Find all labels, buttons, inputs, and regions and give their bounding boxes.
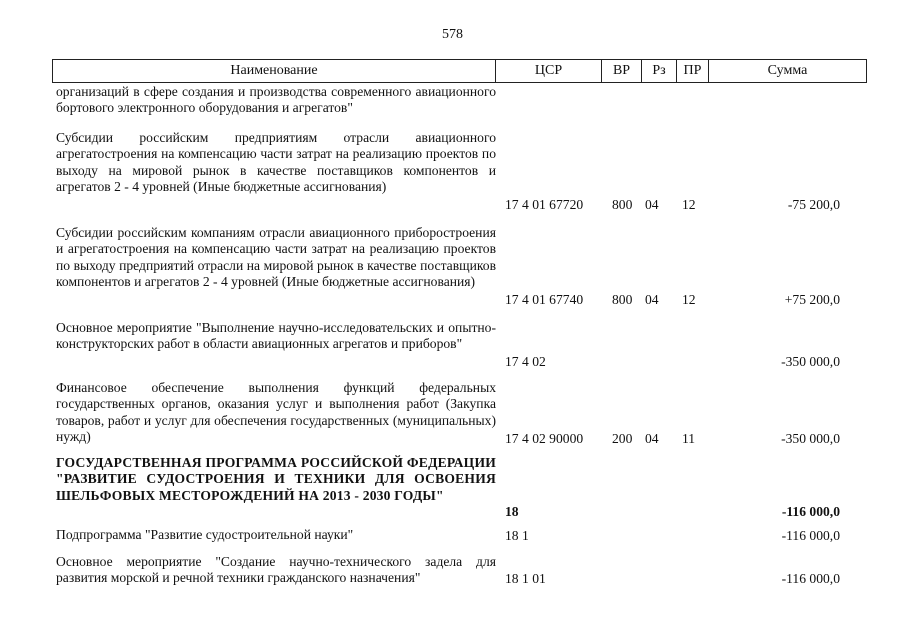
header-csr: ЦСР (496, 60, 602, 82)
row-sum: +75 200,0 (784, 291, 840, 307)
header-sum: Сумма (767, 63, 808, 78)
row-vr: 200 (612, 430, 633, 446)
row-rz: 04 (645, 430, 659, 446)
row-name: Субсидии российским компаниям отрасли авиационного приборостроения и агрегатостроения на компенсацию части затрат на реализацию проектов по выходу предприятий отрасли на мировой рынок в качестве поставщиков компонентов и агрегатов 2 - 4 уровней (Иные бюджетные ассигнования) (56, 225, 496, 290)
row-csr: 17 4 02 90000 (505, 430, 584, 446)
table-header (52, 59, 867, 83)
row-pr: 12 (682, 196, 696, 212)
table-row (52, 455, 867, 520)
row-name: Финансовое обеспечение выполнения функций федеральных государственных органов, оказания услуг и выполнения работ (Закупка товаров, работ и услуг для обеспечения государственных (муниципальных) нужд) (56, 380, 496, 445)
row-pr: 11 (682, 430, 696, 446)
row-sum: -350 000,0 (781, 353, 840, 369)
table-row (52, 380, 867, 447)
table-row (52, 527, 867, 544)
row-vr: 800 (612, 291, 633, 307)
table-row (52, 84, 867, 117)
row-name: Подпрограмма "Развитие судостроительной науки" (56, 527, 354, 542)
row-pr: 12 (682, 291, 696, 307)
row-rz: 04 (645, 291, 659, 307)
row-csr: 18 1 (505, 527, 529, 543)
row-sum: -350 000,0 (781, 430, 840, 446)
row-sum: -116 000,0 (781, 503, 840, 519)
row-csr: 17 4 02 (505, 353, 546, 369)
row-name: Основное мероприятие "Выполнение научно-исследовательских и опытно-конструкторских работ в области авиационных агрегатов и приборов" (56, 320, 496, 352)
row-csr: 18 1 01 (505, 570, 546, 586)
row-sum: -116 000,0 (781, 570, 840, 586)
header-pr: ПР (677, 60, 709, 82)
row-rz: 04 (645, 196, 659, 212)
row-name: Основное мероприятие "Создание научно-технического задела для развития морской и речной техники гражданского назначения" (56, 554, 496, 586)
table-row (52, 320, 867, 370)
row-csr: 17 4 01 67720 (505, 196, 584, 212)
header-rz: Рз (642, 60, 677, 82)
table-row (52, 554, 867, 587)
row-name: Субсидии российским предприятиям отрасли авиационного агрегатостроения на компенсацию части затрат на реализацию проектов по выходу на мировой рынок в качестве поставщиков компонентов и агрегатов 2 - 4 уровней (Иные бюджетные ассигнования) (56, 130, 496, 195)
row-name: организаций в сфере создания и производства современного авиационного бортового электронного оборудования и агрегатов" (56, 84, 496, 116)
row-vr: 800 (612, 196, 633, 212)
program-title: ГОСУДАРСТВЕННАЯ ПРОГРАММА РОССИЙСКОЙ ФЕДЕРАЦИИ "РАЗВИТИЕ СУДОСТРОЕНИЯ И ТЕХНИКИ ДЛЯ ОСВОЕНИЯ ШЕЛЬФОВЫХ МЕСТОРОЖДЕНИЙ НА 2013 - 2030 ГОДЫ" (56, 455, 496, 503)
row-csr: 18 (505, 503, 519, 519)
header-vr: ВР (602, 60, 642, 82)
page-number: 578 (442, 27, 463, 42)
row-sum: -75 200,0 (787, 196, 840, 212)
row-sum: -116 000,0 (781, 527, 840, 543)
table-row (52, 130, 867, 213)
table-row (52, 225, 867, 308)
row-csr: 17 4 01 67740 (505, 291, 584, 307)
header-name: Наименование (53, 60, 496, 82)
